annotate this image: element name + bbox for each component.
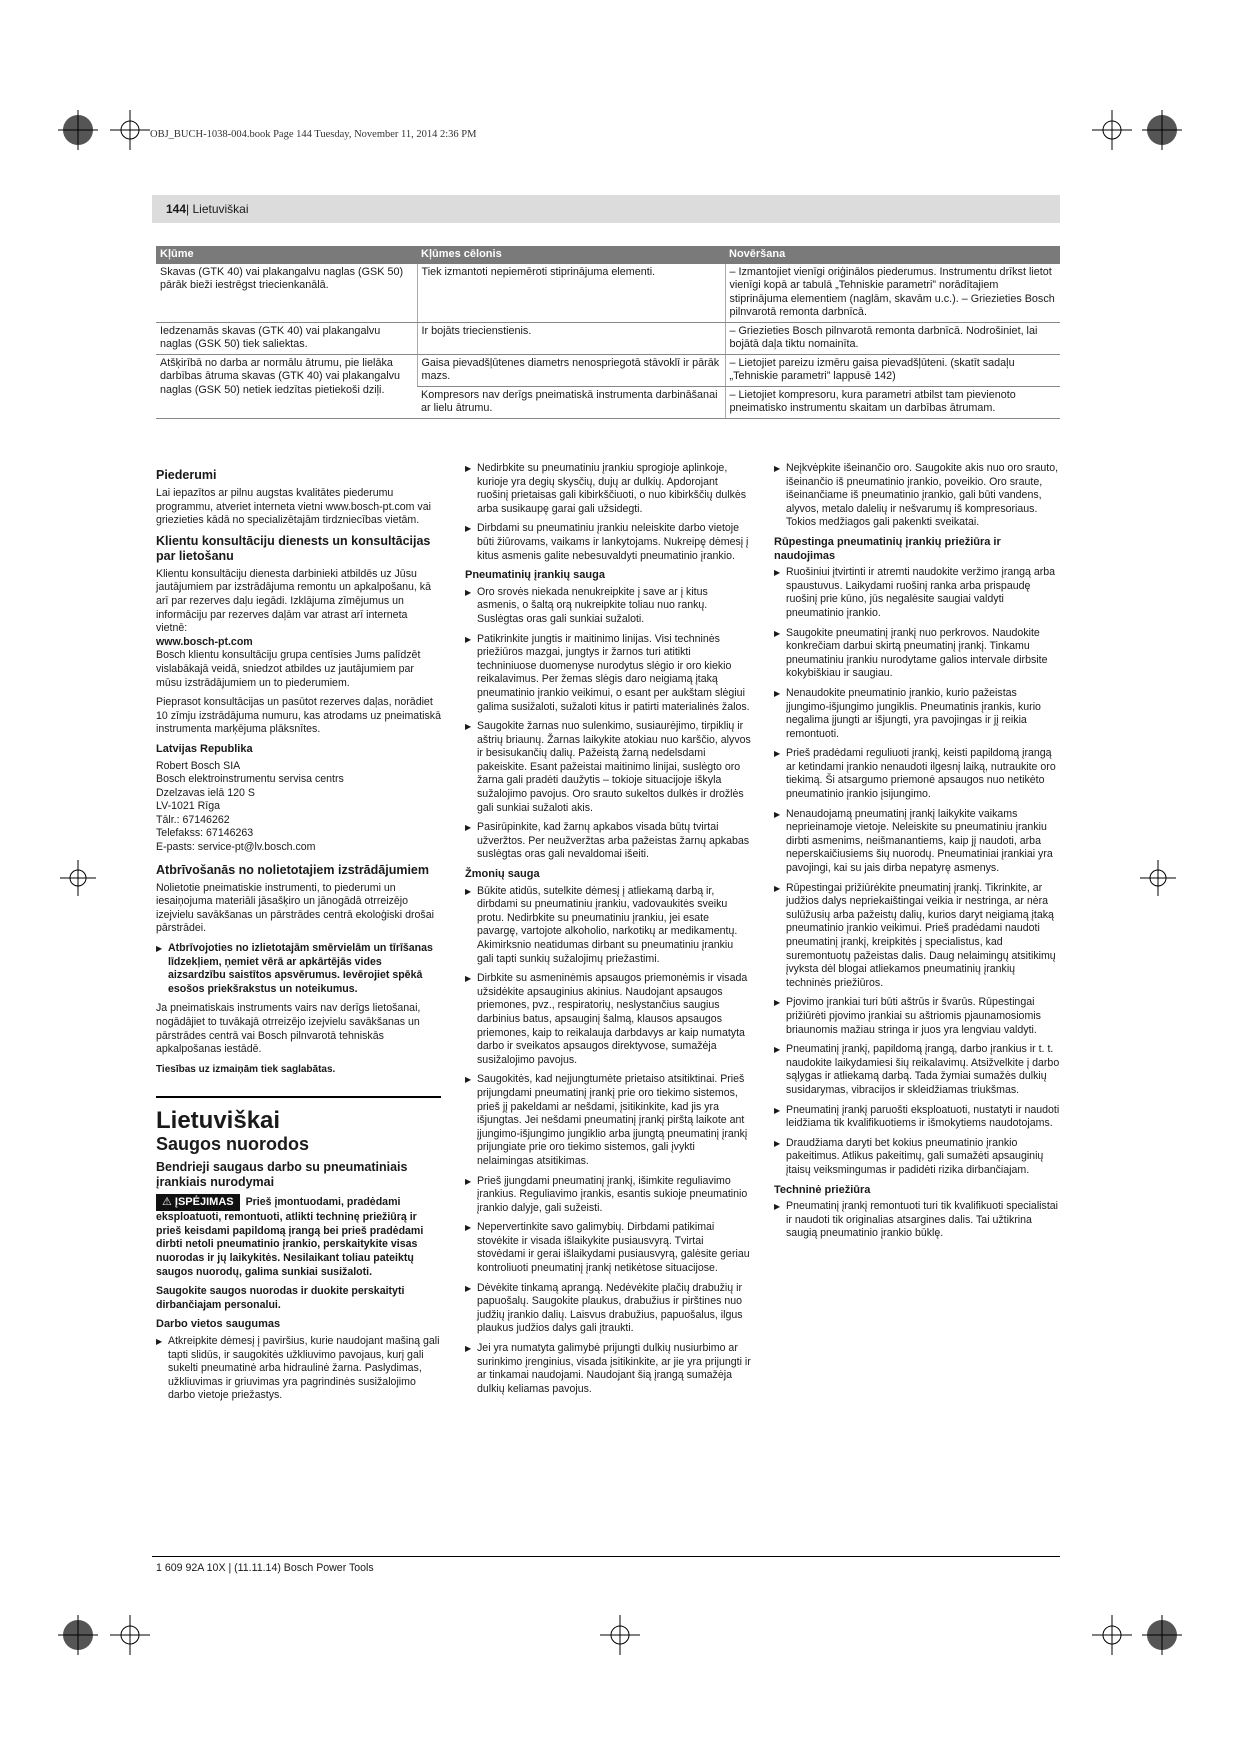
address-line: Robert Bosch SIA xyxy=(156,759,241,772)
rights-note: Tiesības uz izmaiņām tiek saglabātas. xyxy=(156,1063,336,1075)
footer-text: 1 609 92A 10X | (11.11.14) Bosch Power Tools xyxy=(156,1562,374,1574)
table-cell: Tiek izmantoti nepiemēroti stiprinājuma elementi. xyxy=(417,264,725,323)
table-header: Kļūmes cēlonis xyxy=(417,246,725,264)
heading-personal-safety: Žmonių sauga xyxy=(465,868,540,881)
paragraph: Nolietotie pneimatiskie instrumenti, to piederumi un iesaiņojuma materiāli jāsašķiro un jānogādā otrreizējo izejvielu savākšanas un pārstrādes centrā ekoloģiski drošai pārstrādei. xyxy=(156,881,434,935)
table-cell: – Lietojiet pareizu izmēru gaisa pievadšļūteni. (skatīt sadaļu „Tehniskie parametri” lappusē 142) xyxy=(725,354,1060,386)
bullet-item: ▶ Dirbdami su pneumatiniu įrankiu neleiskite darbo vietoje būti žiūrovams, vaikams ir lankytojams. Nukreipę dėmesį į kitus asmenis galite nebesuvaldyti pneumatinio įrankio. xyxy=(465,522,751,563)
bullet-item: ▶ Prieš įjungdami pneumatinį įrankį, išimkite reguliavimo įrankius. Reguliavimo įrankis, esantis sukioje pneumatinio įrankio dalyje, gali sužeisti. xyxy=(465,1175,751,1216)
address-line: Tālr.: 67146262 xyxy=(156,813,230,826)
page-number: 144 xyxy=(166,202,187,216)
bullet-item: ▶ Saugokitės, kad neįjungtumėte prietaiso atsitiktinai. Prieš prijungdami pneumatinį įrankį prie oro tiekimo sistemos, prieš jį pakeldami ar nešdami, įsitikinkite, kad jis yra išjungtas. Jei nešdami pneumatinį įrankį pirštą laikote ant įjungimo-išjungimo jungiklio arba įjungtą pneumatinį įrankį prijungiate prie oro tiekimo sistemos, gali įvykti nelaimingas atsitikimas. xyxy=(465,1073,751,1168)
bullet-item: ▶ Rūpestingai prižiūrėkite pneumatinį įrankį. Tikrinkite, ar judžios dalys nepriekaištingai veikia ir nestringa, ar nėra sulūžusių arba pažeistų dalių, kurios daryt neigiamą įtaką pneumatinio įrankio veikimui. Prieš pradėdami naudoti pneumatinį įrankį, kreipkitės į specialistus, kad suremontuotų pažeistas dalis. Daug nelaimingų atsitikimų įvyksta dėl blogai atliekamos pneumatinių įrankių techninės priežiūros. xyxy=(774,882,1060,991)
registration-mark-icon xyxy=(60,860,96,896)
heading-customer-service: Klientu konsultāciju dienests un konsultācijas par lietošanu xyxy=(156,533,431,563)
paragraph: Lai iepazītos ar pilnu augstas kvalitātes piederumu programmu, atveriet interneta vietni www.bosch-pt.com vai griezieties kādā no specializētajām tirdzniecības vietām. xyxy=(156,487,431,527)
bullet-item: ▶ Nenaudokite pneumatinio įrankio, kurio pažeistas įjungimo-išjungimo jungiklis. Pneumatinis įrankis, kurio negalima įjungti ar išjungti, yra pavojingas ir jį reikia remontuoti. xyxy=(774,687,1060,741)
bullet-item: ▶ Oro srovės niekada nenukreipkite į save ar į kitus asmenis, o šaltą orą nukreipkite toliau nuo rankų. Suslėgtas oras gali sunkiai sužaloti. xyxy=(465,586,751,627)
registration-mark-icon xyxy=(600,1615,640,1655)
paragraph: Bosch klientu konsultāciju grupa centīsies Jums palīdzēt vislabākajā veidā, sniedzot atbildes uz jautājumiem par mūsu izstrādājumiem un to piederumiem. xyxy=(156,649,421,689)
registration-mark-icon xyxy=(1092,110,1132,150)
warning-text: Prieš įmontuodami, pradėdami eksploatuoti, remontuoti, atlikti techninę priežiūrą ir prieš keisdami papildomą įrangą bei prieš pradėdami dirbti netoli pneumatinio įrankio, perskaitykite visas nuorodas ir jų laikykitės. Nesilaikant toliau pateiktų saugos nuorodų, galima sunkiai susižaloti. xyxy=(156,1195,424,1278)
address-line: Bosch elektroinstrumentu servisa centrs xyxy=(156,773,344,786)
bullet-item: ▶ Atkreipkite dėmesį į paviršius, kurie naudojant mašiną gali tapti slidūs, ir saugokitės užkliuvimo pavojaus, kurį gali sukelti pneumatinė arba hidraulinė žarna. Paslydimas, užkliuvimas ir griuvimas yra pagrindinės susižalojimo darbo vietoje priežastys. xyxy=(156,1335,441,1403)
table-cell: Gaisa pievadšļūtenes diametrs nenospriegotā stāvoklī ir pārāk mazs. xyxy=(417,354,725,386)
bullet-item: ▶ Neįkvėpkite išeinančio oro. Saugokite akis nuo oro srauto, išeinančio iš pneumatinio įrankio, poveikio. Oro sraute, išeinančiame iš pneumatinio įrankio, gali būti vandens, alyvos, metalo dalelių ir nešvarumų iš kompresoriaus. Tokios medžiagos gali pakenkti sveikatai. xyxy=(774,462,1060,530)
registration-mark-icon xyxy=(110,1615,150,1655)
page-section: | Lietuviškai xyxy=(186,202,249,216)
table-row xyxy=(156,264,1060,323)
address-line: Telefakss: 67146263 xyxy=(156,827,254,840)
address-line: LV-1021 Rīga xyxy=(156,800,221,813)
paragraph: Saugokite saugos nuorodas ir duokite perskaityti dirbančiajam personalui. xyxy=(156,1285,405,1311)
warning-label: ⚠ ĮSPĖJIMAS xyxy=(156,1194,240,1212)
bullet-item: ▶ Pneumatinį įrankį, papildomą įrangą, darbo įrankius ir t. t. naudokite laikydamiesi šių reikalavimų. Atsižvelkite į darbo sąlygas ir atliekamą darbą. Tada žymiai sumažės dulkių susidarymas, vibracijos ir skleidžiamas triukšmas. xyxy=(774,1043,1060,1097)
bullet-item: ▶ Nenaudojamą pneumatinį įrankį laikykite vaikams neprieinamoje vietoje. Neleiskite su pneumatiniu įrankiu dirbti asmenims, neišmanantiems, kaip jį naudoti, arba neperskaičiusiems šių nuorodų. Pneumatiniai įrankiai yra pavojingi, kai su jais dirba nepatyrę asmenys. xyxy=(774,808,1060,876)
bullet-item: ▶ Pneumatinį įrankį remontuoti turi tik kvalifikuoti specialistai ir naudoti tik originalias atsargines dalis. Tai užtikrina saugią pneumatinio įrankio būklę. xyxy=(774,1200,1060,1241)
table-row xyxy=(156,322,1060,354)
table-cell: Iedzenamās skavas (GTK 40) vai plakangalvu naglas (GSK 50) tiek saliektas. xyxy=(156,322,417,354)
table-cell: Skavas (GTK 40) vai plakangalvu naglas (GSK 50) pārāk bieži iestrēgst triecienkanālā. xyxy=(156,264,417,323)
troubleshooting-table xyxy=(156,246,1060,419)
column-left xyxy=(156,462,441,1409)
heading-workplace: Darbo vietos saugumas xyxy=(156,1318,281,1331)
registration-mark-icon xyxy=(58,1615,98,1655)
column-middle xyxy=(465,462,751,1402)
paragraph: Ja pneimatiskais instruments vairs nav derīgs lietošanai, nogādājiet to tuvākajā otrreizējo izejvielu savākšanas un pārstrādes centrā vai Bosch pilnvarotā tehniskās apkalpošanas iestādē. xyxy=(156,1002,421,1056)
paragraph: Klientu konsultāciju dienesta darbinieki atbildēs uz Jūsu jautājumiem par izstrādājuma remontu un apkalpošanu, kā arī par rezerves daļu iegādi. Izklājuma zīmējumus un informāciju par rezerves daļām var atrast arī interneta vietnē: xyxy=(156,567,431,635)
heading-careful-use: Rūpestinga pneumatinių įrankių priežiūra ir naudojimas xyxy=(774,535,1001,562)
table-header-row xyxy=(156,246,1060,264)
address-line: Dzelzavas ielā 120 S xyxy=(156,786,255,799)
bullet-item: ▶ Atbrīvojoties no izlietotajām smērvielām un tīrīšanas līdzekļiem, ņemiet vērā ar apkārtējās vides aizsardzību saistītos apsvērumus. Ievērojiet spēkā esošos priekšrakstus un noteikumus. xyxy=(156,942,441,996)
heading-general-safety: Bendrieji saugaus darbo su pneumatiniais įrankiais nurodymai xyxy=(156,1159,408,1189)
website-link[interactable]: www.bosch-pt.com xyxy=(156,635,253,648)
bullet-item: ▶ Draudžiama daryti bet kokius pneumatinio įrankio pakeitimus. Atlikus pakeitimų, gali sumažėti apsauginių įtaisų veiksmingumas ir padidėti rizika dirbančiajam. xyxy=(774,1137,1060,1178)
bullet-item: ▶ Saugokite pneumatinį įrankį nuo perkrovos. Naudokite konkrečiam darbui skirtą pneumatinį įrankį. Tinkamu pneumatiniu įrankiu nurodytame galios intervale dirbsite kokybiškiau ir saugiau. xyxy=(774,627,1060,681)
language-title: Lietuviškai xyxy=(156,1096,441,1128)
heading-service: Techninė priežiūra xyxy=(774,1183,871,1196)
bullet-item: ▶ Pjovimo įrankiai turi būti aštrūs ir švarūs. Rūpestingai prižiūrėti pjovimo įrankiai su aštriomis pjaunamosiomis briaunomis mažiau stringa ir juos yra lengviau valdyti. xyxy=(774,996,1060,1037)
bullet-item: ▶ Dėvėkite tinkamą aprangą. Nedėvėkite plačių drabužių ir papuošalų. Saugokite plaukus, drabužius ir pirštines nuo judžių įrankio dalių. Laisvus drabužius, papuošalus, ilgus plaukus judžios dalys gali įtraukti. xyxy=(465,1282,751,1336)
bullet-item: ▶ Nepervertinkite savo galimybių. Dirbdami patikimai stovėkite ir visada išlaikykite pusiausvyrą. Tvirtai stovėdami ir gerai išlaikydami pusiausvyrą, galėsite geriau kontroliuoti pneumatinį įrankį netikėtose situacijose. xyxy=(465,1221,751,1275)
bullet-item: ▶ Nedirbkite su pneumatiniu įrankiu sprogioje aplinkoje, kurioje yra degių skysčių, dujų ar dulkių. Apdorojant ruošinį prietaisas gali kibirkščiuoti, o nuo kibirkščių dulkės arba susikaupę garai gali užsidegti. xyxy=(465,462,751,516)
bullet-item: ▶ Jei yra numatyta galimybė prijungti dulkių nusiurbimo ar surinkimo įrenginius, visada įsitikinkite, ar jie yra prijungti ir ar tinkamai naudojami. Naudojant šią įrangą sumažėja dulkių keliamas pavojus. xyxy=(465,1342,751,1396)
heading-accessories: Piederumi xyxy=(156,468,217,482)
paragraph: Pieprasot konsultācijas un pasūtot rezerves daļas, norādiet 10 zīmju izstrādājuma numuru, kas atrodams uz pneimatiskā instrumenta marķējuma plāksnītes. xyxy=(156,696,441,736)
address-block xyxy=(156,760,441,855)
page-header xyxy=(152,195,1060,223)
table-cell: Atšķirībā no darba ar normālu ātrumu, pie lielāka darbības ātruma skavas (GTK 40) vai plakangalvu naglas (GSK 50) netiek iedzītas pietiekoši dziļi. xyxy=(156,354,417,418)
table-row xyxy=(156,354,1060,386)
heading-disposal: Atbrīvošanās no nolietotajiem izstrādājumiem xyxy=(156,862,429,877)
registration-mark-icon xyxy=(110,110,150,150)
bullet-item: ▶ Saugokite žarnas nuo sulenkimo, susiaurėjimo, tirpiklių ir aštrių briaunų. Žarnas laikykite atokiau nuo karščio, alyvos ir besisukančių dalių. Pažeistą žarną nedelsdami pakeiskite. Esant pažeistai maitinimo linijai, suslėgto oro žarna gali pradėti daužytis – tokioje situacijoje iškyla sužalojimo pavojus. Oro srauto sukeltos dulkės ir drožlės gali sunkiai sužaloti akis. xyxy=(465,720,751,815)
bullet-item: ▶ Pneumatinį įrankį paruošti eksploatuoti, nustatyti ir naudoti leidžiama tik kvalifikuotiems ir išmokytiems naudotojams. xyxy=(774,1104,1060,1131)
registration-mark-icon xyxy=(58,110,98,150)
heading-latvia: Latvijas Republika xyxy=(156,742,253,755)
table-cell: – Griezieties Bosch pilnvarotā remonta darbnīcā. Nodrošiniet, lai bojātā daļa tiktu nomainīta. xyxy=(725,322,1060,354)
table-cell: – Izmantojiet vienīgi oriģinālos piederumus. Instrumentu drīkst lietot vienīgi kopā ar tabulā „Tehniskie parametri” norādītajiem stiprinājuma elementiem (naglām, skavām u.c.). – Griezieties Bosch pilnvarotā remonta darbnīcā. xyxy=(725,264,1060,323)
table-header: Kļūme xyxy=(156,246,417,264)
table-cell: Ir bojāts triecienstienis. xyxy=(417,322,725,354)
safety-title: Saugos nuorodos xyxy=(156,1133,309,1154)
print-info-line: OBJ_BUCH-1038-004.book Page 144 Tuesday, November 11, 2014 2:36 PM xyxy=(150,129,477,140)
bullet-item: ▶ Prieš pradėdami reguliuoti įrankį, keisti papildomą įrangą ar ketindami įrankio nenaudoti ilgesnį laiką, nutraukite oro tiekimą. Ši atsargumo priemonė apsaugos nuo netikėto pneumatinio įrankio įsijungimo. xyxy=(774,747,1060,801)
registration-mark-icon xyxy=(1142,1615,1182,1655)
address-line: E-pasts: service-pt@lv.bosch.com xyxy=(156,841,316,854)
footer-rule xyxy=(152,1556,1060,1557)
bullet-item: ▶ Pasirūpinkite, kad žarnų apkabos visada būtų tvirtai užveržtos. Per neužveržtas arba pažeistas žarnų apkabas suslėgtas oras gali nevaldomai išeiti. xyxy=(465,821,751,862)
table-header: Novēršana xyxy=(725,246,1060,264)
registration-mark-icon xyxy=(1142,110,1182,150)
registration-mark-icon xyxy=(1092,1615,1132,1655)
heading-pneumatic-safety: Pneumatinių įrankių sauga xyxy=(465,569,605,582)
table-cell: Kompresors nav derīgs pneimatiskā instrumenta darbināšanai ar lielu ātrumu. xyxy=(417,386,725,418)
bullet-item: ▶ Ruošiniui įtvirtinti ir atremti naudokite veržimo įrangą arba spaustuvus. Laikydami ruošinį ranka arba prispaudę ruošinį prie kūno, jūs negalėsite saugiai valdyti pneumatinio įrankio. xyxy=(774,566,1060,620)
column-right xyxy=(774,462,1060,1247)
bullet-item: ▶ Dirbkite su asmeninėmis apsaugos priemonėmis ir visada užsidėkite apsauginius akinius. Naudojant apsaugos priemones, pvz., respiratorių, neslystančius saugius darbinius batus, apsauginį šalmą, klausos apsaugos priemones, kaip to reikalauja darbdavys ar kaip numatyta darbo ir sveikatos apsaugos direktyvose, sumažėja susižalojimo pavojus. xyxy=(465,972,751,1067)
bullet-item: ▶ Patikrinkite jungtis ir maitinimo linijas. Visi techninės priežiūros mazgai, jungtys ir žarnos turi atitikti techniniuose duomenyse nurodytus slėgio ir oro kiekio reikalavimus. Per žemas slėgis daro neigiamą įtaką pneumatinio įrankio veikimui, o esant per aukštam slėgiui galima susižaloti, sužaloti kitus ir patirti materialinės žalos. xyxy=(465,633,751,715)
table-cell: – Lietojiet kompresoru, kura parametri atbilst tam pievienoto pneimatisko instrumentu skaitam un darbības ātrumam. xyxy=(725,386,1060,418)
bullet-item: ▶ Būkite atidūs, sutelkite dėmesį į atliekamą darbą ir, dirbdami su pneumatiniu įrankiu, vadovaukitės sveiku protu. Nedirbkite su pneumatiniu įrankiu, jei esate pavargę, vartojote alkoholio, narkotikų ar medikamentų. Akimirksnio neatidumas dirbant su pneumatiniu įrankiu gali tapti sunkių sužalojimų priežastimi. xyxy=(465,885,751,967)
registration-mark-icon xyxy=(1140,860,1176,896)
